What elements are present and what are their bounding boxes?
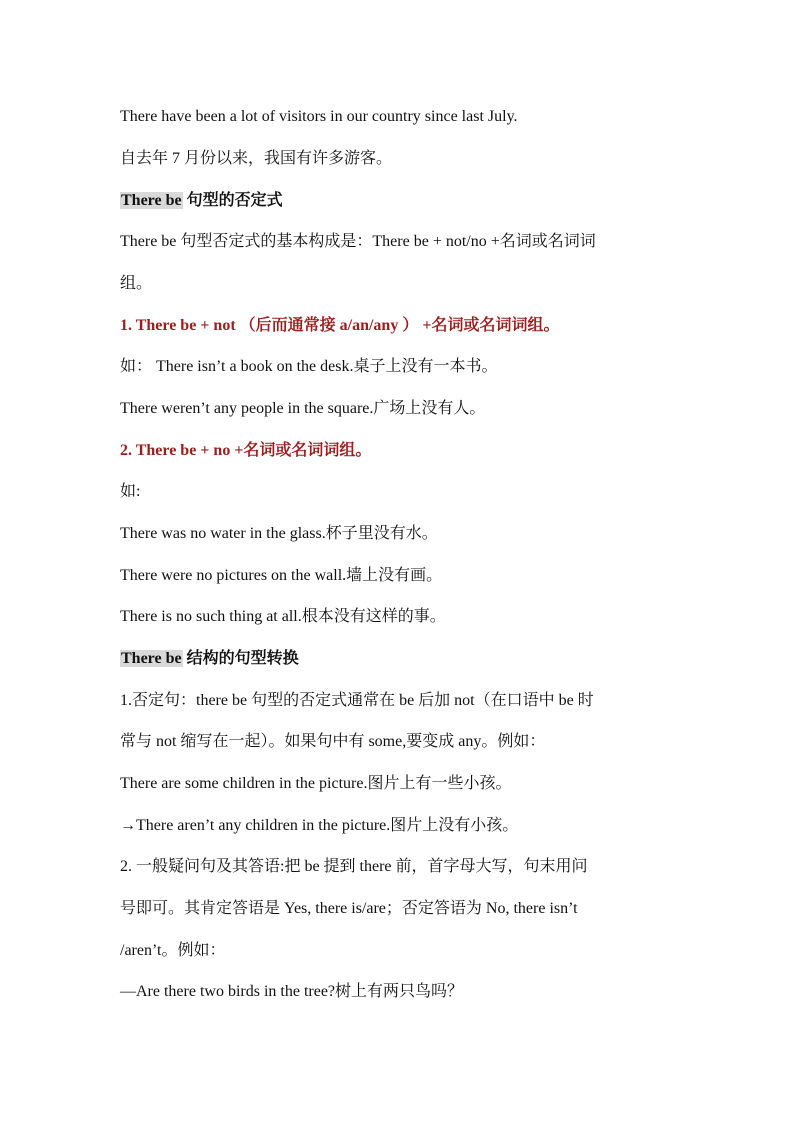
paragraph-line: There are some children in the picture.图片上有一些小孩。 — [120, 775, 512, 792]
paragraph-line: There have been a lot of visitors in our country since last July. — [120, 108, 518, 125]
paragraph-line: There were no pictures on the wall.墙上没有画。 — [120, 567, 443, 584]
paragraph-line: There is no such thing at all.根本没有这样的事。 — [120, 608, 446, 625]
paragraph-line: There weren’t any people in the square.广场上没有人。 — [120, 400, 486, 417]
paragraph-line: 1.否定句：there be 句型的否定式通常在 be 后加 not（在口语中 be 时 — [120, 692, 594, 709]
section-heading — [120, 190, 684, 212]
paragraph-line: 2. 一般疑问句及其答语:把 be 提到 there 前，首字母大写，句末用问 — [120, 858, 588, 875]
paragraph-line: There be 句型否定式的基本构成是：There be + not/no +名词或名词词 — [120, 233, 596, 250]
rule-line: 1. There be + not （后而通常接 a/an/any ） +名词或名词词组。 — [120, 317, 560, 334]
paragraph-line: 自去年 7 月份以来，我国有许多游客。 — [120, 150, 393, 167]
paragraph-line: /aren’t。例如： — [120, 942, 226, 959]
paragraph-line: 如： There isn’t a book on the desk.桌子上没有一本书。 — [120, 358, 498, 375]
paragraph-line: 号即可。其肯定答语是 Yes, there is/are；否定答语为 No, there isn’t — [120, 900, 578, 917]
section-heading — [120, 648, 684, 670]
heading-text: 句型的否定式 — [182, 192, 283, 209]
heading-highlight: There be — [121, 650, 182, 667]
paragraph-line: 如: — [120, 483, 141, 500]
paragraph-line: 组。 — [120, 275, 153, 292]
paragraph-line: 常与 not 缩写在一起）。如果句中有 some,要变成 any。例如： — [120, 733, 546, 750]
heading-highlight: There be — [121, 192, 182, 209]
paragraph-line: There was no water in the glass.杯子里没有水。 — [120, 525, 438, 542]
rule-line: 2. There be + no +名词或名词词组。 — [120, 442, 372, 459]
paragraph-line: →There aren’t any children in the picture.图片上没有小孩。 — [120, 817, 519, 834]
paragraph-line: —Are there two birds in the tree?树上有两只鸟吗？ — [120, 983, 464, 1000]
heading-text: 结构的句型转换 — [182, 650, 299, 667]
